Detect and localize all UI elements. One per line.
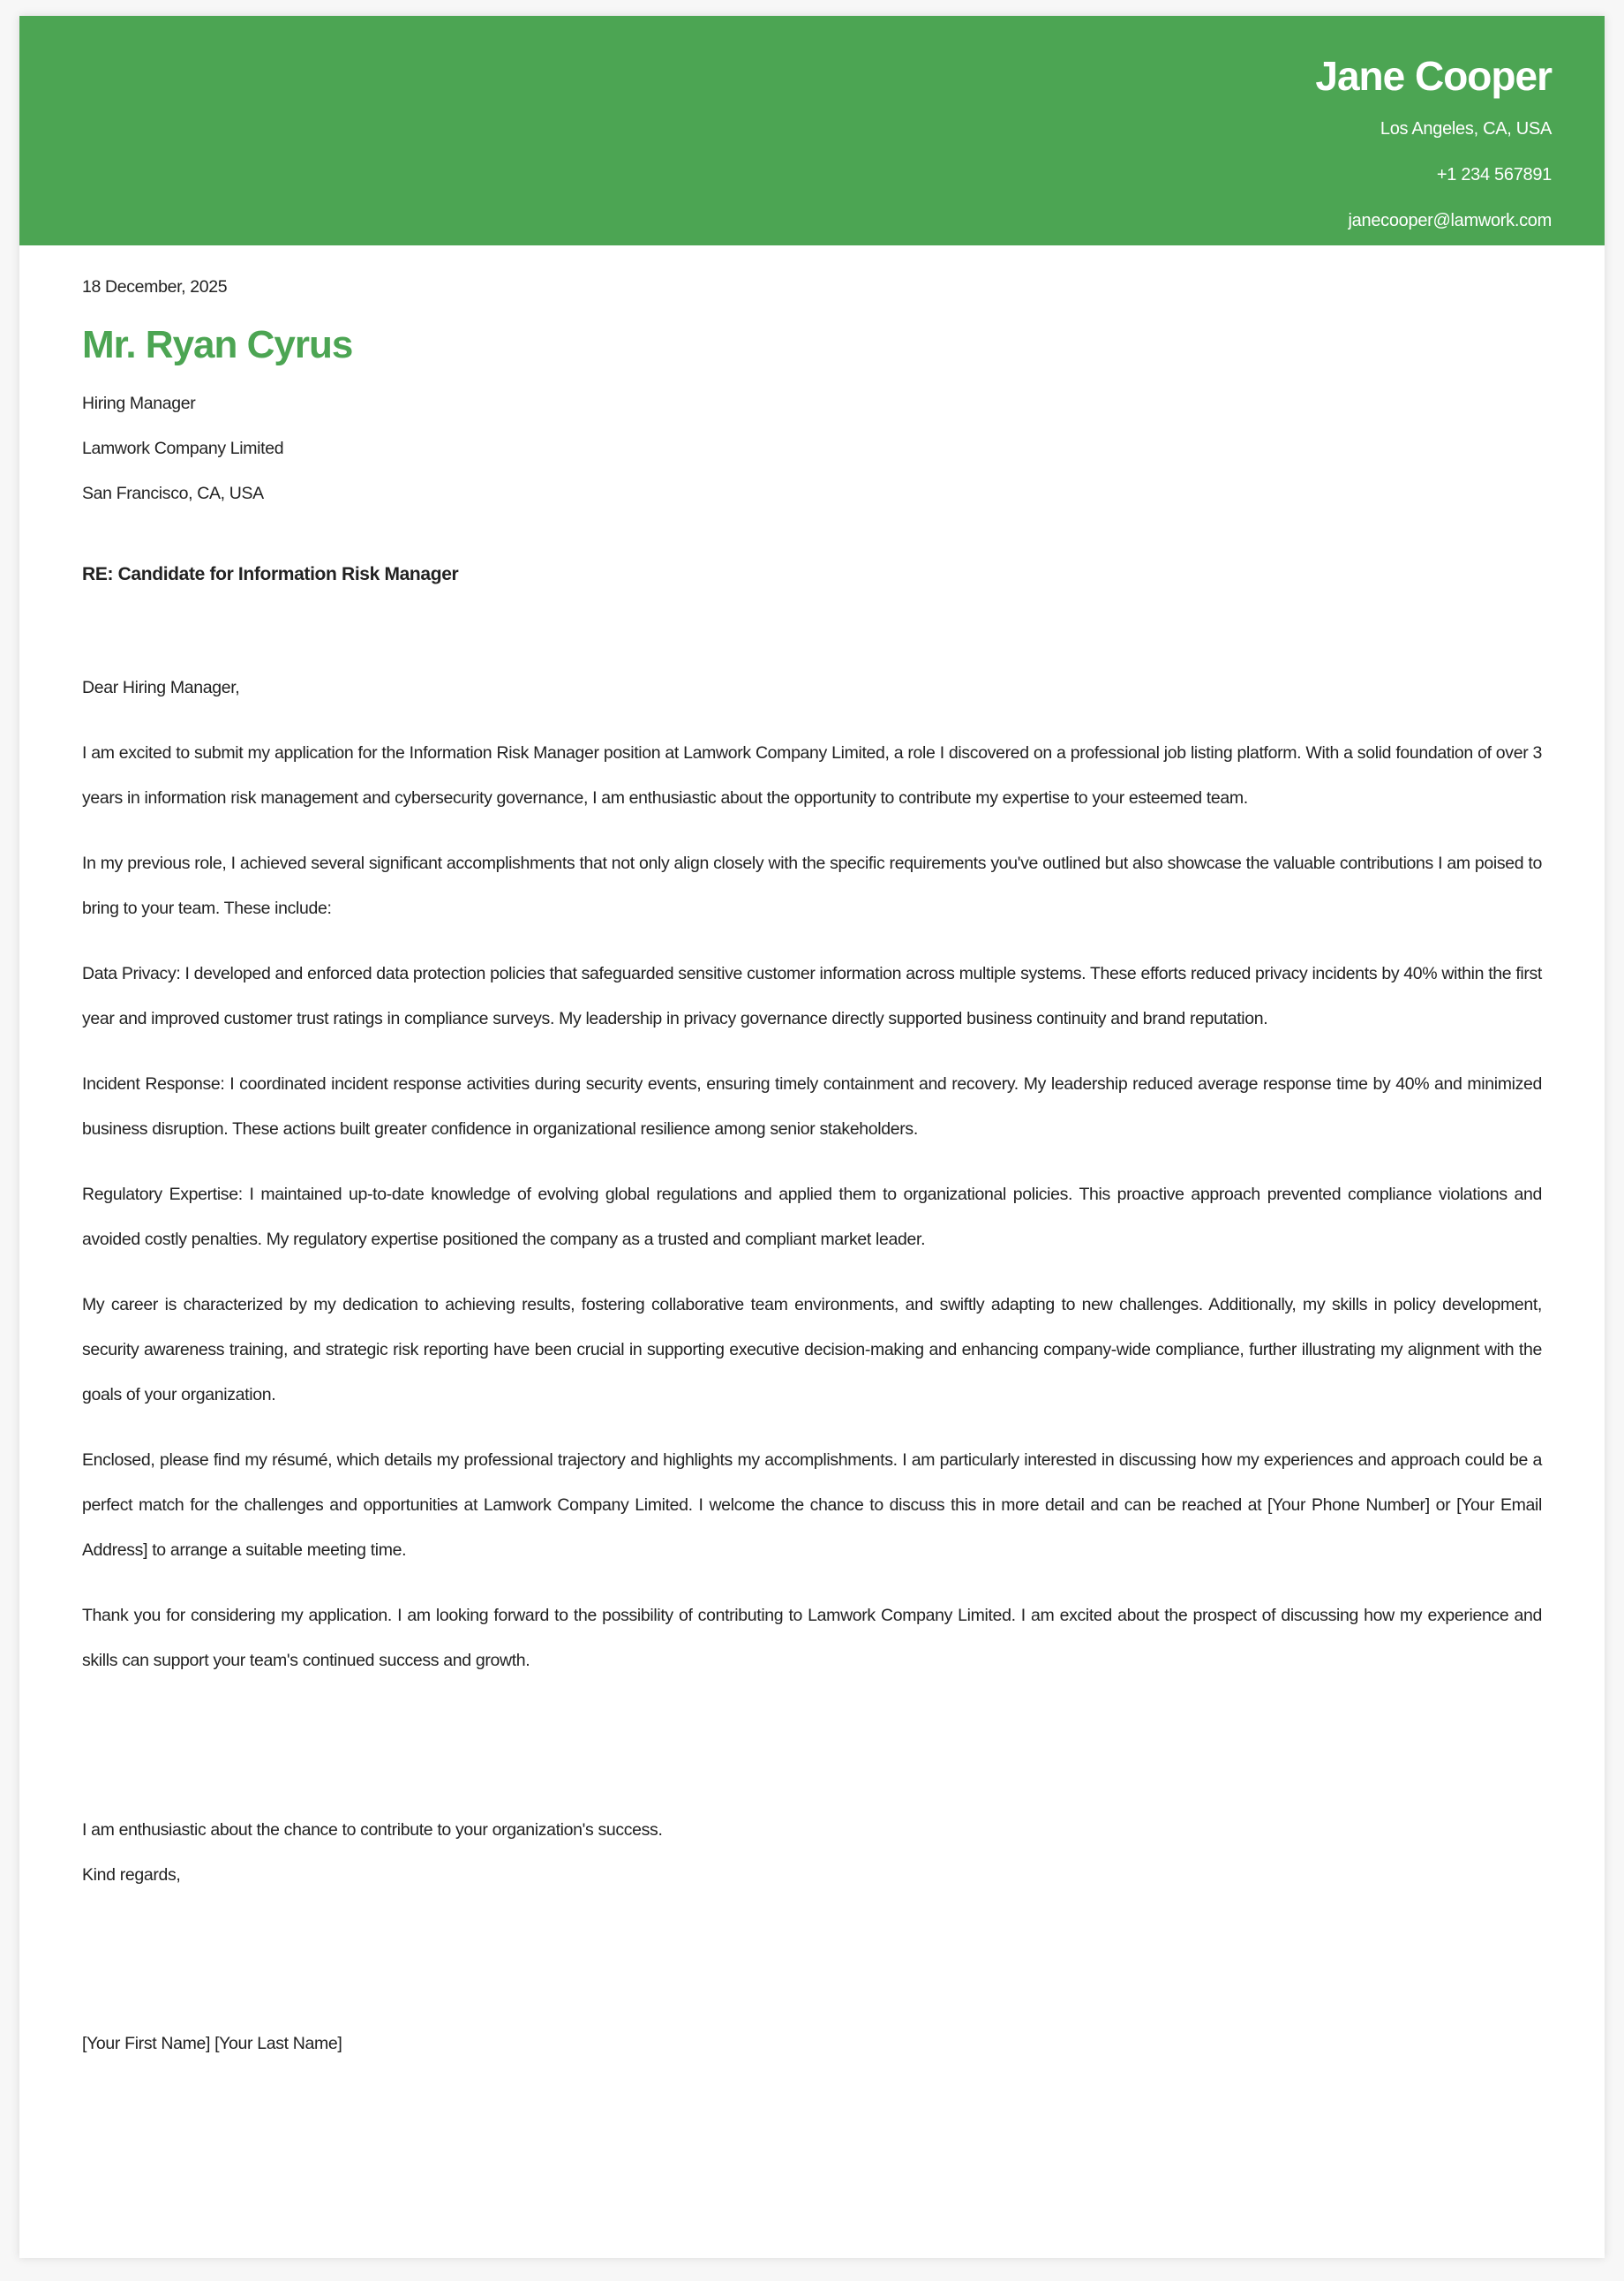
recipient-title: Hiring Manager [82, 394, 196, 413]
subject-line: RE: Candidate for Information Risk Manager [82, 564, 459, 584]
closing-line: I am enthusiastic about the chance to contribute to your organization's success. [82, 1820, 663, 1840]
cover-letter-page [19, 16, 1605, 2258]
paragraph: In my previous role, I achieved several significant accomplishments that not only align closely with the specific requirements you've outlined but also showcase the valuable contributions I am poised to bring to your team. These include: [82, 854, 1542, 918]
signoff: Kind regards, [82, 1865, 181, 1885]
sender-email: janecooper@lamwork.com [1348, 211, 1552, 230]
recipient-location: San Francisco, CA, USA [82, 484, 264, 503]
paragraph: I am excited to submit my application for the Information Risk Manager position at Lamwork Company Limited, a role I discovered on a professional job listing platform. With a solid foundation of over 3 years in information risk management and cybersecurity governance, I am enthusiastic about the opportunity to contribute my expertise to your esteemed team. [82, 743, 1542, 808]
closing-block [82, 1808, 663, 1898]
salutation: Dear Hiring Manager, [82, 678, 240, 697]
sender-phone: +1 234 567891 [1436, 165, 1552, 184]
letter-date: 18 December, 2025 [82, 277, 228, 297]
paragraph: Thank you for considering my application. I am looking forward to the possibility of contributing to Lamwork Company Limited. I am excited about the prospect of discussing how my experience and skills can support your team's continued success and growth. [82, 1606, 1542, 1670]
signature: [Your First Name] [Your Last Name] [82, 2034, 342, 2053]
letter-content [82, 666, 1542, 1704]
recipient-block [82, 319, 352, 507]
paragraph: Incident Response: I coordinated incident response activities during security events, ensuring timely containment and recovery. My leadership reduced average response time by 40% and minimized business disruption. These actions built greater confidence in organizational resilience among senior stakeholders. [82, 1074, 1542, 1139]
letter-header [19, 16, 1605, 245]
paragraph: Regulatory Expertise: I maintained up-to-date knowledge of evolving global regulations and applied them to organizational policies. This proactive approach prevented compliance violations and avoided costly penalties. My regulatory expertise positioned the company as a trusted and compliant market leader. [82, 1185, 1542, 1249]
paragraph: Enclosed, please find my résumé, which details my professional trajectory and highlights my accomplishments. I am particularly interested in discussing how my experiences and approach could be a perfect match for the challenges and opportunities at Lamwork Company Limited. I welcome the chance to discuss this in more detail and can be reached at [Your Phone Number] or [Your Email Address] to arrange a suitable meeting time. [82, 1450, 1542, 1560]
recipient-company: Lamwork Company Limited [82, 439, 284, 458]
sender-location: Los Angeles, CA, USA [1380, 119, 1552, 139]
paragraph: Data Privacy: I developed and enforced data protection policies that safeguarded sensitive customer information across multiple systems. These efforts reduced privacy incidents by 40% within the first year and improved customer trust ratings in compliance surveys. My leadership in privacy governance directly supported business continuity and brand reputation. [82, 964, 1542, 1028]
paragraph: My career is characterized by my dedication to achieving results, fostering collaborative team environments, and swiftly adapting to new challenges. Additionally, my skills in policy development, security awareness training, and strategic risk reporting have been crucial in supporting executive decision-making and enhancing company-wide compliance, further illustrating my alignment with the goals of your organization. [82, 1295, 1542, 1404]
sender-name: Jane Cooper [1315, 53, 1552, 99]
recipient-name: Mr. Ryan Cyrus [82, 323, 353, 366]
